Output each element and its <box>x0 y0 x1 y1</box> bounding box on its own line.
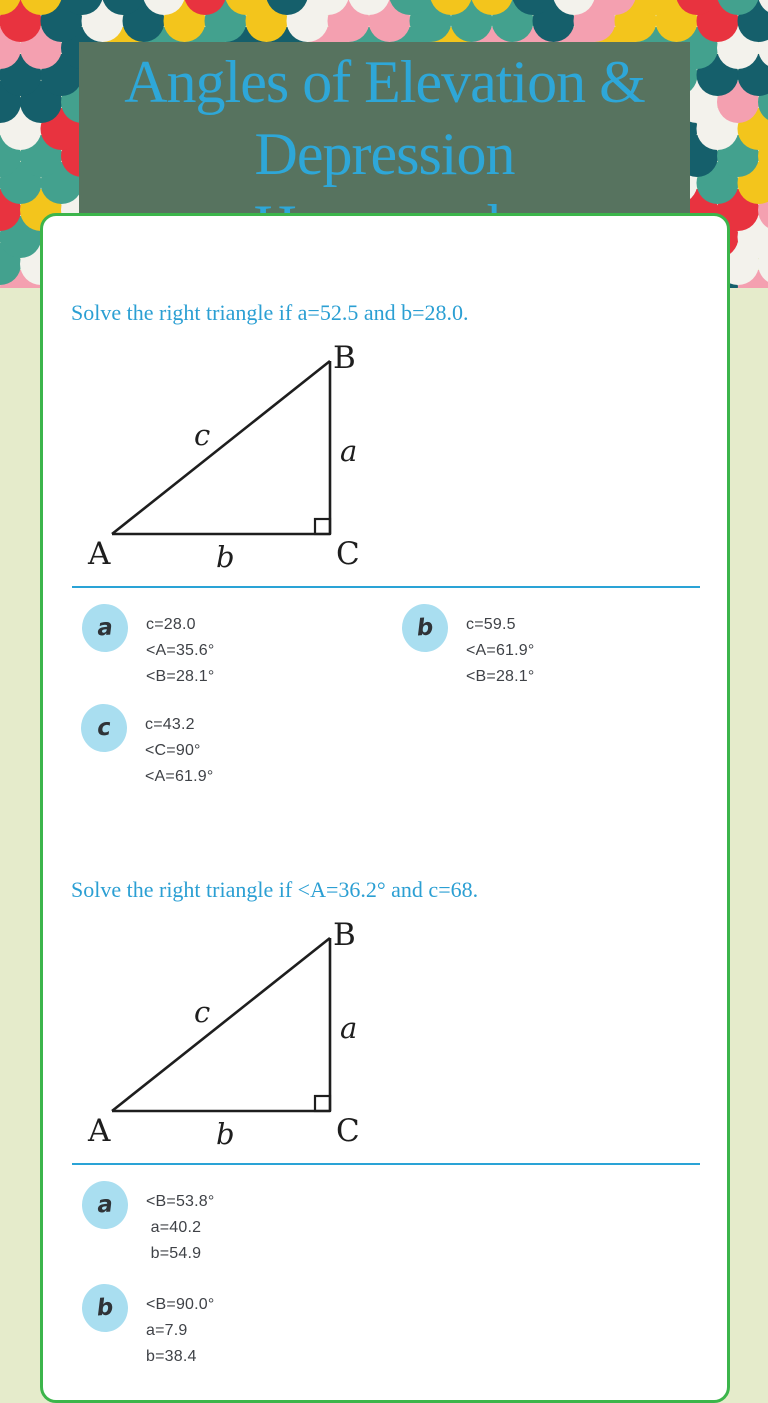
question-1-triangle-diagram <box>82 334 370 570</box>
option-text-line: a=7.9 <box>146 1318 215 1344</box>
right-angle-marker <box>315 519 330 534</box>
option-text-line: <A=61.9° <box>145 764 214 790</box>
side-label-a: a <box>340 434 357 468</box>
right-angle-marker <box>315 1096 330 1111</box>
option-text <box>146 1284 215 1370</box>
option-letter-badge: b <box>400 602 449 653</box>
question-2-triangle-diagram <box>82 911 370 1147</box>
option-letter-badge: b <box>80 1282 129 1333</box>
title-line-2: Depression <box>79 118 690 190</box>
option-text-line: <A=35.6° <box>146 638 215 664</box>
option-text-line: c=59.5 <box>466 612 535 638</box>
question-1-divider <box>72 586 700 588</box>
option-text-line: <B=28.1° <box>466 664 535 690</box>
option-text-line: <C=90° <box>145 738 214 764</box>
side-label-b: b <box>216 540 235 570</box>
vertex-label-c: C <box>336 536 360 570</box>
question-2-option-a[interactable] <box>82 1181 215 1267</box>
question-2-option-b[interactable] <box>82 1284 215 1370</box>
option-text <box>466 604 535 690</box>
vertex-label-a: A <box>87 536 111 570</box>
title-line-1: Angles of Elevation & <box>79 46 690 118</box>
option-text <box>145 704 214 790</box>
option-text-line: <B=90.0° <box>146 1292 215 1318</box>
option-letter-badge: c <box>79 702 128 753</box>
option-text-line: <B=28.1° <box>146 664 215 690</box>
option-text-line: <A=61.9° <box>466 638 535 664</box>
question-1-prompt: Solve the right triangle if a=52.5 and b=28.0. <box>71 300 691 326</box>
question-2-divider <box>72 1163 700 1165</box>
side-label-c: c <box>194 418 210 452</box>
vertex-label-a: A <box>87 1113 111 1147</box>
option-text-line: c=43.2 <box>145 712 214 738</box>
vertex-label-b: B <box>333 340 356 376</box>
vertex-label-b: B <box>333 917 356 953</box>
option-text-line: <B=53.8° <box>146 1189 215 1215</box>
option-text-line: b=38.4 <box>146 1344 215 1370</box>
option-text-line: b=54.9 <box>146 1241 215 1267</box>
option-text-line: a=40.2 <box>146 1215 215 1241</box>
option-text <box>146 604 215 690</box>
side-label-b: b <box>216 1117 235 1147</box>
worksheet-header <box>79 42 690 242</box>
option-letter-badge: a <box>80 602 129 653</box>
question-1-option-c[interactable] <box>81 704 214 790</box>
worksheet-card <box>40 213 730 1403</box>
side-label-a: a <box>340 1011 357 1045</box>
question-2-prompt: Solve the right triangle if <A=36.2° and c=68. <box>71 877 691 903</box>
vertex-label-c: C <box>336 1113 360 1147</box>
option-letter-badge: a <box>80 1179 129 1230</box>
option-text <box>146 1181 215 1267</box>
question-1-option-a[interactable] <box>82 604 215 690</box>
option-text-line: c=28.0 <box>146 612 215 638</box>
question-1-option-b[interactable] <box>402 604 535 690</box>
side-label-c: c <box>194 995 210 1029</box>
